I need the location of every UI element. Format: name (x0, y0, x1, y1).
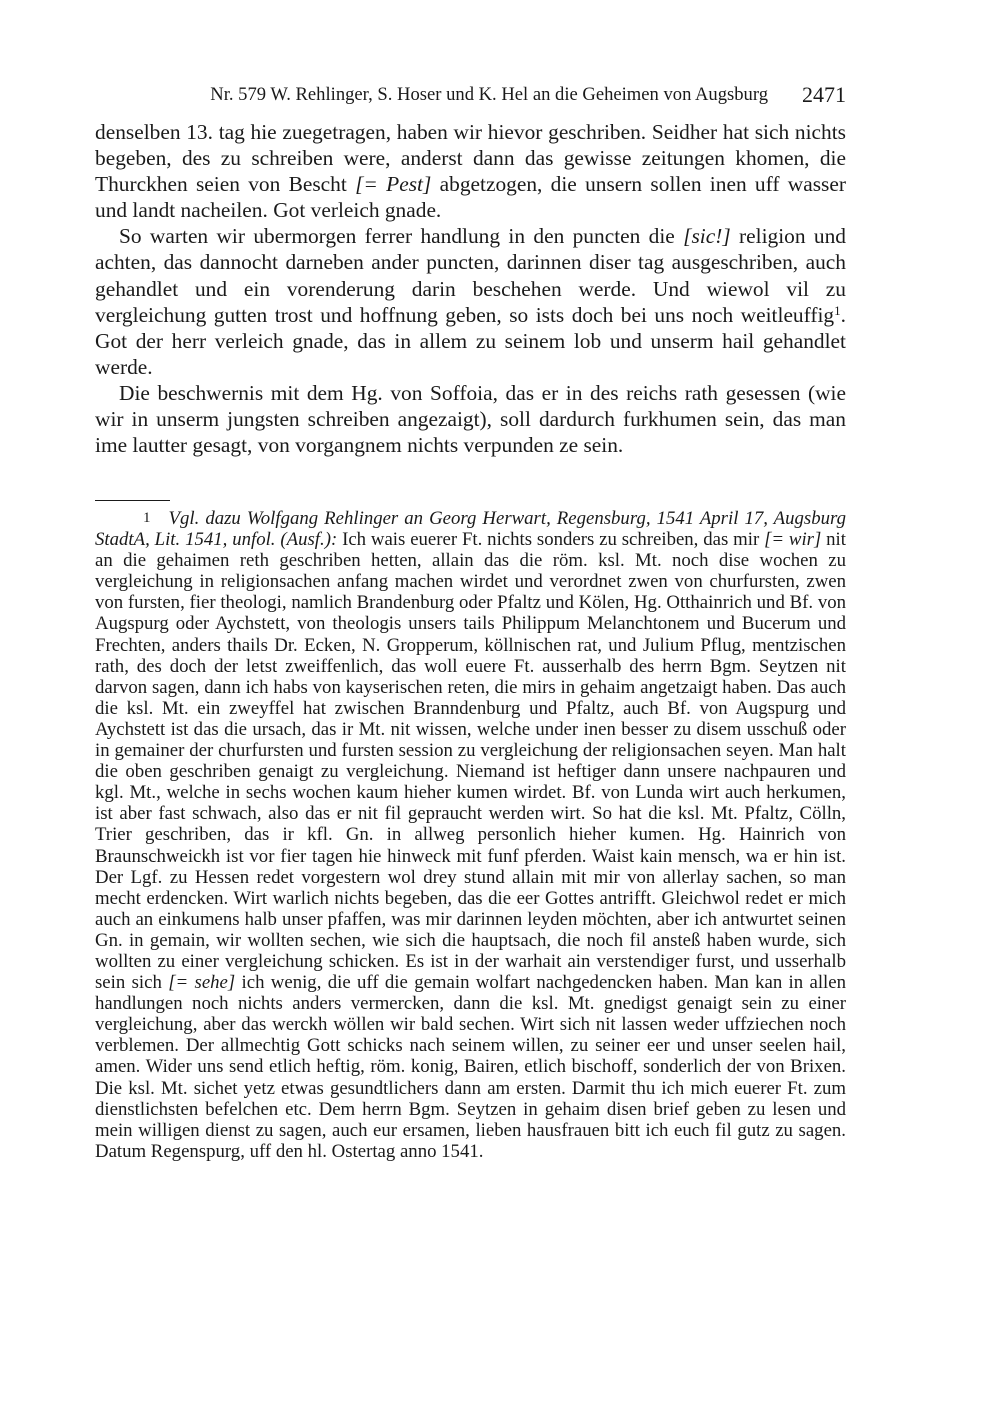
footnote-paragraph (95, 508, 846, 1162)
text-segment: Ich wais euerer Ft. nichts sonders zu schreiben, das mir (337, 529, 765, 551)
editorial-note: [sic!] (683, 224, 731, 249)
footnote-separator (95, 500, 170, 501)
paragraph-3: Die beschwernis mit dem Hg. von Soffoia, das er in des reichs rath gesessen (wie wir in unserm jungsten schreiben angezaigt), soll dardurch furkhumen sein, das man ime lautter gesagt, von vorgangnem nichts verpunden ze sein. (95, 380, 846, 458)
footnote-number: 1 (143, 510, 151, 526)
paragraph-1 (95, 119, 846, 223)
text-segment: denselben 13. tag hie zuegetragen, haben wir hievor geschriben. Seidher hat sich nichts begeben, des zu schreiben were, anderst dann das gewisse zeitungen khomen, die Thurckhen seien von Bescht (95, 120, 846, 197)
text-segment: religion und achten, das dannocht darneben ander puncten, darinnen diser tag ausgeschriben, auch gehandlet und ein vorenderung darin beschehen werde. Und wiewol vil zu vergleichung gutten trost und hoffnung geben, so ists doch bei uns noch weitleuffig (95, 224, 846, 327)
page-header (95, 78, 846, 112)
editorial-note: [= Pest] (355, 172, 432, 197)
text-segment: So warten wir ubermorgen ferrer handlung in den puncten die (119, 224, 684, 249)
text-segment: . Got der herr verleich gnade, das in allem zu seinem lob und unserm hail gehandlet werde. (95, 302, 846, 379)
text-segment: ich wenig, die uff die gemain wolfart nachgedencken haben. Man kan in allen handlungen noch nichts anders vermercken, dann die ksl. Mt. gnedigst genaigt sein zu einer vergleichung, aber das werckh wöllen wir bald sechen. Wirt sich nit lassen weder uffziechen noch verblemen. Der allmechtig Gott schicks nach seinem willen, zu seiner eer und unser seelen hail, amen. Wider uns send etlich heftig, röm. konig, Bairen, etlich bischoff, sonderlich der von Brixen. Die ksl. Mt. sichet yetz etwas gesundtlichers dann am ersten. Darmit thu ich mich euerer Ft. zum dienstlichsten befelchen etc. Dem herrn Bgm. Seytzen in gehaim disen brief geben zu lesen und mein willigen dienst zu sagen, auch eur ersamen, lieben hausfrauen bitt ich euch fil gutz zu sagen. Datum Regenspurg, uff den hl. Ostertag anno 1541. (95, 972, 846, 1162)
paragraph-2 (95, 223, 846, 380)
footnote-reference[interactable]: 1 (834, 302, 841, 318)
editorial-note: [= wir] (764, 529, 822, 551)
main-text (95, 119, 846, 458)
running-title: Nr. 579 W. Rehlinger, S. Hoser und K. Hel an die Geheimen von Augsburg (210, 84, 768, 105)
text-segment: abgetzogen, die unsern sollen inen uff wasser und landt nacheilen. Got verleich gnade. (95, 172, 846, 223)
footnote-source: Vgl. dazu Wolfgang Rehlinger an Georg Herwart, Regensburg, 1541 April 17, Augsburg StadtA, Lit. 1541, unfol. (Ausf.): (95, 508, 846, 551)
footnote (95, 508, 846, 1162)
editorial-note: [= sehe] (168, 972, 236, 994)
page-number: 2471 (802, 82, 846, 107)
text-segment: nit an die gehaimen reth geschriben hetten, allain das die röm. ksl. Mt. noch dise wochen zu vergleichung in religionsachen anfang machen wirdet und verordnet zwen von churfursten, zwen von fursten, fier theologi, namlich Brandenburg oder Pfaltz und Kölen, Hg. Otthainrich und Bf. von Augspurg oder Aychstett, von theologis unsers tails Philippum Melanchtonem und Bucerum und Frechten, anders thails Dr. Ecken, N. Gropperum, köllnischen rat, und Julium Pflug, mentzischen rath, des doch der letst zweiffenlich, das woll euere Ft. ausserhalb des herrn Bgm. Seytzen nit darvon sagen, dann ich habs von kayserischen reten, die mirs in gehaim angetzaigt haben. Das auch die ksl. Mt. ein zweyffel hat zwischen Branndenburg und Pfaltz, auch Bf. von Augspurg und Aychstett ist das die ursach, das ir Mt. nit wissen, welche under inen besser zu disem usschuß oder in gemainer der churfursten und fursten session zu vergleichung der religionsachen seyen. Man halt die oben geschriben genaigt zu vergleichung. Niemand ist heftiger dann unsere nachpauren und kgl. Mt., welche in sechs wochen kaum hieher kumen wirdet. Bf. von Lunda wirt auch herkumen, ist aber fast schwach, also das er nit fil gepraucht werden wirt. So hat die ksl. Mt. Pfaltz, Cölln, Trier geschriben, das ir kfl. Gn. in allweg personlich hieher kumen. Hg. Hainrich von Braunschweickh ist vor fier tagen hie hinweck mit funf pferden. Waist kain mensch, wa er hin ist. Der Lgf. zu Hessen redet vorgestern wol drey stund allain mit mir von allerlay sachen, so man mecht erdencken. Wirt warlich nichts begeben, das die eer Gottes antrifft. Gleichwol redet er mich auch an einkumens halb unser pfaffen, was mir darinnen leyden möchten, aber ich antwurtet seinen Gn. in gemain, wir wollten sechen, wie sich die hauptsach, die noch fil ansteß haben wurde, sich wollten zu einer vergleichung schicken. Es ist in der warhait ain verstendiger furst, und usserhalb sein sich (95, 529, 846, 994)
